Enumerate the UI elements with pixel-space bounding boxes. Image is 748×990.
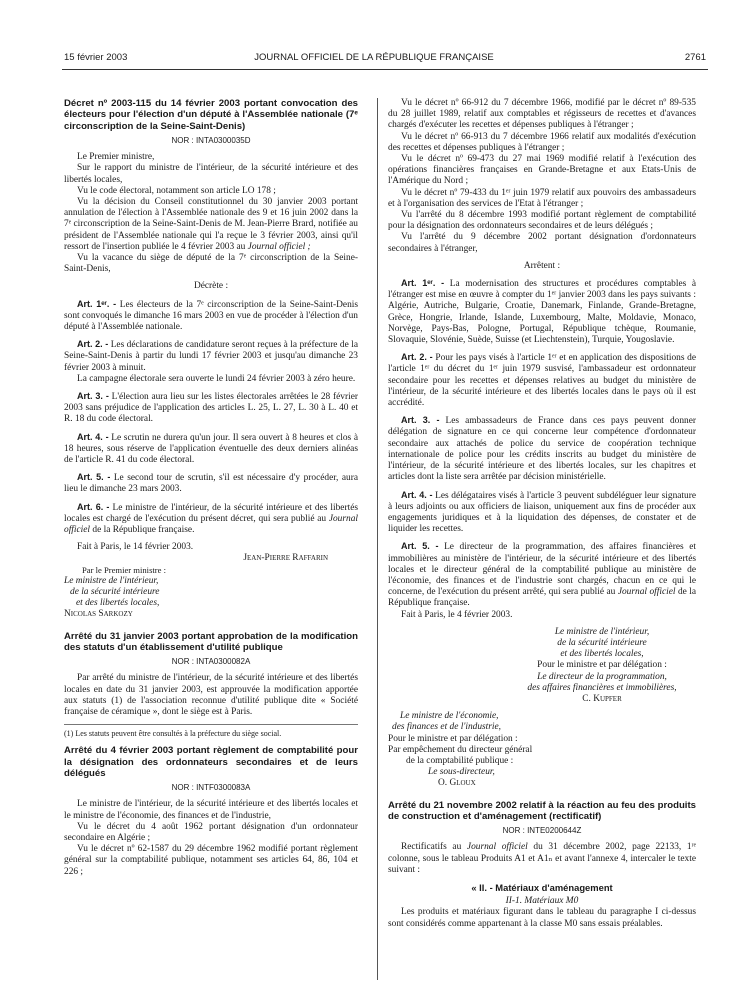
arrete-nor: NOR : INTE0200644Z bbox=[502, 826, 582, 836]
signature: Nicolas Sarkozy bbox=[64, 609, 133, 620]
text: Rectificatifs au Journal officiel du 31 décembre 2002, page 22133, 1ʳᵉ colonne, sous le tableau Produits A1 et A1ₙ et avant l'annexe 4, intercaler le texte suivant : bbox=[388, 842, 696, 875]
article: Art. 4. - Les délégataires visés à l'article 3 peuvent subdéléguer leur signature à leurs adjoints ou aux officiers de liaison, uniquement aux fins de procéder aux engagements juridiques et à la liquidation des dépenses, de constater et de liquider les recettes. bbox=[388, 489, 697, 535]
text: Vu la décision du Conseil constitutionnel du 30 janvier 2003 portant annulation de l'élection à l'Assemblée nationale des 9 et 16 juin 2002 dans la 7ᵉ circonscription de la Seine-Saint-Denis de M. Jean-Pierre Brard, notifiée au président de l'Assemblée nationale qui l'a reçue le 3 février 2003, ainsi qu'il ressort de l'insertion publiée le 4 février 2003 au Journal officiel ; bbox=[64, 196, 358, 252]
text: Fait à Paris, le 4 février 2003. bbox=[401, 609, 513, 620]
text: Vu le code électoral, notamment son article LO 178 ; bbox=[77, 185, 276, 196]
decree-heading: Décret nº 2003-115 du 14 février 2003 portant convocation des électeurs pour l'élection d'un député à l'Assemblée nationale (7ᵉ circonscription de la Seine-Saint-Denis) bbox=[64, 98, 358, 132]
text: Le ministre de l'intérieur, de la sécurité intérieure et des libertés locales et le ministre de l'économie, des finances et de l'industrie, bbox=[64, 799, 358, 821]
subsection-title: II-1. Matériaux M0 bbox=[505, 896, 579, 907]
header-rule bbox=[62, 69, 708, 70]
decrete-label: Décrète : bbox=[193, 281, 229, 292]
article: Art. 3. - Les ambassadeurs de France dans ces pays peuvent donner délégation de signature en ce qui concerne leur compétence d'ordonnateur secondaire aux attachés de police du service de coopération technique internationale de police pour les crédits inscrits au budget du ministère de l'intérieur, de la sécurité intérieure et des libertés locales, sur les chapitres et articles dont la liste sera arrêtée par décision ministérielle. bbox=[388, 415, 696, 483]
text: Le Premier ministre, bbox=[77, 152, 155, 163]
text: Vu le décret nº 66-912 du 7 décembre 1966, modifié par le décret nº 89-535 du 28 juillet 1989, relatif aux comptables et régisseurs de recettes et d'avances chargés d'exécuter les recettes et dépenses publiques à l'étranger ; bbox=[388, 98, 696, 131]
text: Les produits et matériaux figurant dans le tableau du paragraphe I ci-dessus sont considérés comme appartenant à la classe M0 sans essais préalables. bbox=[388, 907, 696, 929]
text: Vu le décret nº 66-913 du 7 décembre 1966 relatif aux modalités d'exécution des recettes et dépenses publiques à l'étranger ; bbox=[388, 131, 696, 153]
signature-block: Le ministre de l'intérieur, de la sécurité intérieure et des libertés locales, Pour le ministre et par délégation : Le directeur de la programmation, des affaires financières et immobilières, C. Kupfer bbox=[388, 627, 696, 705]
signature: O. Gloux bbox=[438, 778, 476, 789]
text: Par le Premier ministre : bbox=[82, 564, 167, 575]
article: Art. 3. - L'élection aura lieu sur les listes électorales arrêtées le 28 février 2003 sans préjudice de l'application des articles L. 25, L. 27, L. 30 à L. 40 et R. 18 du code électoral. bbox=[64, 390, 358, 425]
header-page-number: 2761 bbox=[684, 52, 706, 63]
text: de la sécurité intérieure bbox=[70, 587, 160, 597]
arrete-heading: Arrêté du 4 février 2003 portant règlement de comptabilité pour la désignation des ordonnateurs secondaires et de leurs délégués bbox=[64, 745, 358, 779]
arretent-label: Arrêtent : bbox=[523, 260, 561, 271]
text: Fait à Paris, le 14 février 2003. bbox=[77, 542, 194, 553]
article: Art. 1ᵉʳ. - Les électeurs de la 7ᵉ circonscription de la Seine-Saint-Denis sont convoqués le dimanche 16 mars 2003 en vue de procéder à l'élection d'un député à l'Assemblée nationale. bbox=[64, 298, 359, 332]
arrete-heading: Arrêté du 31 janvier 2003 portant approbation de la modification des statuts d'un établissement d'utilité publique bbox=[64, 630, 358, 653]
article: Art. 2. - Pour les pays visés à l'article 1ᵉʳ et en application des dispositions de l'article 1ᵉʳ du décret du 1ᵉʳ juin 1979 susvisé, l'ambassadeur est ordonnateur secondaire pour les recettes et dépenses relatives au budget du ministère de l'intérieur, de la sécurité intérieure et des libertés locales dans le pays où il est accrédité. bbox=[388, 352, 696, 409]
text: Vu le décret du 4 août 1962 portant désignation d'un ordonnateur secondaire en Algérie ; bbox=[64, 821, 358, 843]
signature: Jean-Pierre Raffarin bbox=[243, 553, 328, 564]
arrete-nor: NOR : INTF0300083A bbox=[171, 783, 251, 793]
right-column bbox=[388, 98, 696, 930]
header-date: 15 février 2003 bbox=[64, 52, 128, 63]
text: Vu la vacance du siège de député de la 7ᵉ circonscription de la Seine-Saint-Denis, bbox=[64, 252, 358, 275]
footnote: (1) Les statuts peuvent être consultés à la préfecture du siège social. bbox=[64, 724, 358, 739]
text: Sur le rapport du ministre de l'intérieur, de la sécurité intérieure et des libertés locales, bbox=[64, 163, 358, 185]
text: Le ministre de l'intérieur, bbox=[64, 575, 159, 586]
text: Vu l'arrêté du 8 décembre 1993 modifié portant règlement de comptabilité pour la désignation des ordonnateurs secondaires et de leurs délégués ; bbox=[388, 210, 696, 232]
text: et des libertés locales, bbox=[76, 598, 160, 609]
signature: C. Kupfer bbox=[582, 693, 622, 704]
article: Art. 6. - Le ministre de l'intérieur, de la sécurité intérieure et des libertés locales est chargé de l'exécution du présent décret, qui sera publié au Journal officiel de la République française. bbox=[64, 501, 359, 535]
header-title: JOURNAL OFFICIEL DE LA RÉPUBLIQUE FRANÇAISE bbox=[254, 52, 494, 63]
page-header bbox=[0, 52, 748, 66]
column-separator bbox=[377, 98, 378, 980]
text: Vu le décret nº 69-473 du 27 mai 1969 modifié relatif à l'exécution des opérations financières françaises en Grande-Bretagne et aux Etats-Unis de l'Amérique du Nord ; bbox=[388, 154, 696, 187]
article: Art. 1ᵉʳ. - La modernisation des structures et procédures comptables à l'étranger est mise en œuvre à compter du 1ᵉʳ janvier 2003 dans les pays suivants : Algérie, Autriche, Bulgarie, Croatie, Danemark, Finlande, Grande-Bretagne, Grèce, Hongrie, Irlande, Islande, Luxembourg, Malte, Moldavie, Monaco, Norvège, Pays-Bas, Pologne, Portugal, République tchèque, Roumanie, Slovaquie, Slovénie, Suède, Suisse (et Liechtenstein), Turquie, Yougoslavie. bbox=[388, 278, 697, 346]
section-title: « II. - Matériaux d'aménagement bbox=[471, 881, 613, 893]
article: Art. 2. - Les déclarations de candidature seront reçues à la préfecture de la Seine-Saint-Denis à partir du lundi 17 février 2003 et jusqu'au dimanche 23 février 2003 à minuit. bbox=[64, 339, 358, 373]
text: La campagne électorale sera ouverte le lundi 24 février 2003 à zéro heure. bbox=[77, 373, 356, 384]
left-column bbox=[64, 98, 358, 878]
signature-block: Le ministre de l'économie, des finances et de l'industrie, Pour le ministre et par délégation : Par empêchement du directeur général de la comptabilité publique : Le sous-directeur, O. Gloux bbox=[388, 711, 696, 789]
article: Art. 5. - Le directeur de la programmation, des affaires financières et immobilières au ministère de l'intérieur, de la sécurité intérieure et des libertés locales et le directeur général de la comptabilité publique au ministère de l'économie, des finances et de l'industrie sont chargés, chacun en ce qui le concerne, de l'exécution du présent arrêté, qui sera publié au Journal officiel de la République française. bbox=[388, 541, 697, 609]
text: Par arrêté du ministre de l'intérieur, de la sécurité intérieure et des libertés locales en date du 31 janvier 2003, est approuvée la modification apportée aux statuts (1) de l'association reconnue d'utilité publique dite « Société française de céramique », dont le siège est à Paris. bbox=[64, 673, 358, 718]
decree-nor: NOR : INTA0300035D bbox=[171, 135, 251, 145]
article: Art. 5. - Le second tour de scrutin, s'il est nécessaire d'y procéder, aura lieu le dimanche 23 mars 2003. bbox=[64, 472, 358, 495]
text: Vu le décret nº 62-1587 du 29 décembre 1962 modifié portant règlement général sur la comptabilité publique, notamment ses articles 64, 86, 104 et 226 ; bbox=[64, 844, 358, 877]
text: Vu l'arrêté du 9 décembre 2002 portant désignation d'ordonnateurs secondaires à l'étranger, bbox=[388, 232, 696, 254]
arrete-heading: Arrêté du 21 novembre 2002 relatif à la réaction au feu des produits de construction et d'aménagement (rectificatif) bbox=[388, 799, 696, 822]
arrete-nor: NOR : INTA0300082A bbox=[171, 657, 251, 667]
article: Art. 4. - Le scrutin ne durera qu'un jour. Il sera ouvert à 8 heures et clos à 18 heures, sous réserve de l'application éventuelle des deux derniers alinéas de l'article R. 41 du code électoral. bbox=[64, 431, 358, 465]
text: Vu le décret nº 79-433 du 1ᵉʳ juin 1979 relatif aux pouvoirs des ambassadeurs et à l'organisation des services de l'Etat à l'étranger ; bbox=[388, 187, 696, 209]
